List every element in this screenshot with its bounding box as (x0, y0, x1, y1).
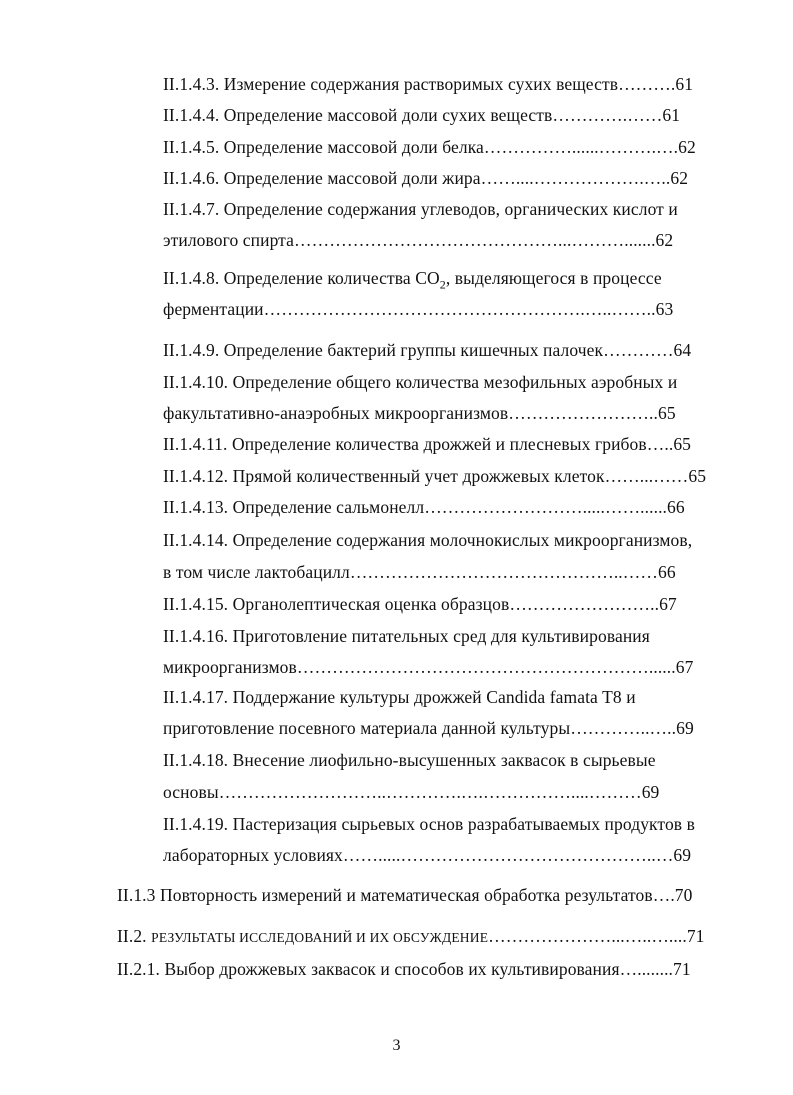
toc-entry-continuation: микроорганизмов……………………………………………………......67 (163, 657, 694, 677)
toc-entry: II.2.1. Выбор дрожжевых заквасок и способов их культивирования…........71 (117, 959, 691, 979)
toc-entry-continuation: лабораторных условиях…….....……………………………………..…69 (163, 845, 692, 865)
subscript-two: 2 (439, 277, 446, 292)
toc-entry-text: , выделяющегося в процессе (445, 268, 662, 288)
toc-entry-continuation: в том числе лактобацилл………………………………………..……66 (163, 562, 676, 582)
toc-entry-leader: …………………...…..…....71 (488, 926, 705, 946)
toc-entry: II.1.4.14. Определение содержания молочнокислых микроорганизмов, (163, 530, 693, 550)
toc-entry: II.1.4.3. Измерение содержания растворимых сухих веществ……….61 (163, 74, 694, 94)
toc-entry: II.1.4.17. Поддержание культуры дрожжей Candida famata T8 и (163, 687, 636, 707)
toc-entry-continuation: этилового спирта………………………………………...……….......62 (163, 230, 674, 250)
toc-entry-number: II.2. (117, 926, 152, 946)
toc-entry-continuation: основы………………………..………….….……………....………69 (163, 782, 660, 802)
toc-entry-continuation: приготовление посевного материала данной культуры…………..…..69 (163, 718, 694, 738)
page-number: 3 (392, 1037, 401, 1054)
toc-entry: II.1.4.19. Пастеризация сырьевых основ разрабатываемых продуктов в (163, 814, 695, 834)
toc-entry: II.1.4.7. Определение содержания углеводов, органических кислот и (163, 199, 678, 219)
toc-entry: II.1.4.9. Определение бактерий группы кишечных палочек…………64 (163, 340, 692, 360)
toc-entry: II.1.4.13. Определение сальмонелл……………………….....……......66 (163, 497, 685, 517)
toc-entry-text: II.1.4.8. Определение количества CO (163, 268, 440, 288)
toc-entry: II.1.3 Повторность измерений и математическая обработка результатов….70 (117, 885, 693, 905)
toc-entry: II.1.4.11. Определение количества дрожжей и плесневых грибов…..65 (163, 434, 692, 454)
toc-chapter-title: РЕЗУЛЬТАТЫ ИССЛЕДОВАНИЙ И ИХ ОБСУЖДЕНИЕ (151, 930, 489, 945)
toc-entry: II.1.4.16. Приготовление питательных сред для культивирования (163, 626, 650, 646)
toc-entry (163, 267, 662, 292)
toc-entry: II.1.4.6. Определение массовой доли жира……....……………….…..62 (163, 168, 689, 188)
toc-entry: II.1.4.18. Внесение лиофильно-высушенных заквасок в сырьевые (163, 750, 656, 770)
toc-entry-continuation: факультативно-анаэробных микроорганизмов……………………..65 (163, 403, 676, 423)
toc-entry: II.1.4.12. Прямой количественный учет дрожжевых клеток……...……65 (163, 466, 707, 486)
toc-entry: II.1.4.15. Органолептическая оценка образцов……………………..67 (163, 594, 677, 614)
toc-entry-continuation: ферментации……………………………………………….…..……..63 (163, 299, 674, 319)
toc-entry: II.1.4.10. Определение общего количества мезофильных аэробных и (163, 372, 678, 392)
toc-entry: II.1.4.5. Определение массовой доли белка……………......……….….62 (163, 137, 696, 157)
toc-entry: II.1.4.4. Определение массовой доли сухих веществ………….……61 (163, 105, 681, 125)
toc-chapter-entry (117, 925, 705, 949)
